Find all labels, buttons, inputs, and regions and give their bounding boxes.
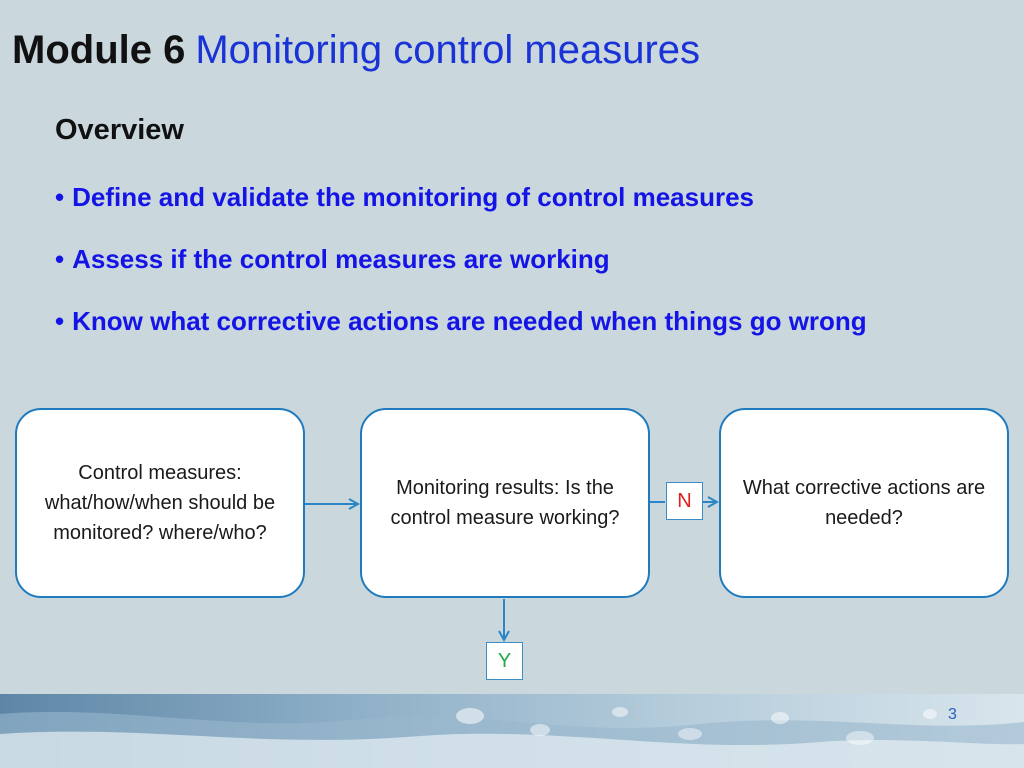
water-splash-banner xyxy=(0,694,1024,768)
bullet-dot-icon: • xyxy=(55,306,65,336)
bullet-item: • Assess if the control measures are working xyxy=(55,244,610,274)
yes-label: Y xyxy=(486,642,523,680)
title-topic: Monitoring control measures xyxy=(195,28,701,72)
page-number: 3 xyxy=(948,706,957,723)
bullet-item: • Know what corrective actions are needed when things go wrong xyxy=(55,306,867,336)
bullet-dot-icon: • xyxy=(55,182,65,212)
overview-heading: Overview xyxy=(55,114,184,146)
no-label: N xyxy=(666,482,703,520)
bullet-dot-icon: • xyxy=(55,244,65,274)
bullet-item: • Define and validate the monitoring of control measures xyxy=(55,182,754,212)
flow-box-control-measures: Control measures: what/how/when should be monitored? where/who? xyxy=(15,408,305,598)
flow-box-monitoring-results: Monitoring results: Is the control measure working? xyxy=(360,408,650,598)
title-module: Module 6 xyxy=(12,28,186,72)
flow-box-corrective-actions: What corrective actions are needed? xyxy=(719,408,1009,598)
